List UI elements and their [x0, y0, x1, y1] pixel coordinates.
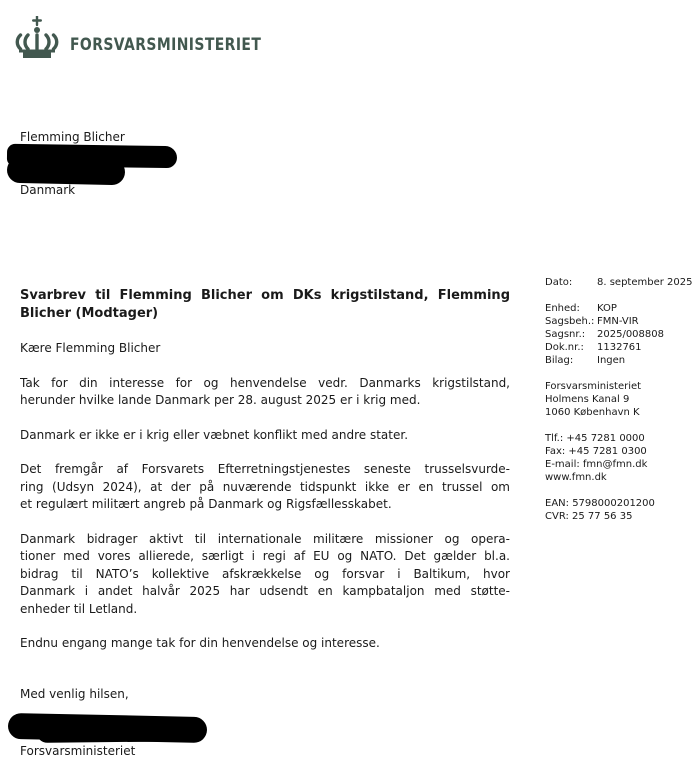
metadata-row [545, 276, 693, 289]
registry-line: EAN: 5798000201200 [545, 498, 655, 509]
crown-icon [15, 16, 59, 58]
sender-address-block [545, 380, 693, 419]
salutation: Kære Flemming Blicher [20, 341, 161, 355]
metadata-value: FMN-VIR [597, 316, 639, 327]
metadata-label: Sagsnr.: [545, 329, 586, 340]
metadata-row [545, 315, 693, 328]
paragraph-line: ring (Udsyn 2024), at der på nuværende tidspunkt ikke er en trussel om [20, 479, 510, 494]
address-line: 1060 København K [545, 407, 640, 418]
paragraph-line: Danmark bidrager aktivt til internationale militære missioner og opera- [20, 531, 510, 546]
metadata-row [545, 302, 693, 315]
metadata-value: 1132761 [597, 342, 642, 353]
metadata-value: 2025/008808 [597, 329, 664, 340]
document-metadata-sidebar [545, 276, 693, 536]
paragraph-line: herunder hvilke lande Danmark per 28. august 2025 er i krig med. [20, 393, 421, 407]
address-line: Holmens Kanal 9 [545, 394, 630, 405]
paragraph-line: Det fremgår af Forsvarets Efterretningstjenestes seneste trusselsvurde- [20, 462, 510, 476]
metadata-group [545, 276, 693, 289]
metadata-row [545, 354, 693, 367]
signature-redaction-block [36, 718, 206, 743]
paragraph-line: Danmark er ikke er i krig eller væbnet konflikt med andre stater. [20, 427, 409, 442]
contact-line: Tlf.: +45 7281 0000 [545, 433, 645, 444]
paragraph [20, 635, 510, 653]
letter-content [20, 287, 510, 703]
paragraph-line: bidrag til NATO’s kollektive afskrækkelse og forsvar i Baltikum, hvor [20, 566, 510, 581]
metadata-label: Sagsbeh.: [545, 316, 595, 327]
metadata-label: Dato: [545, 277, 573, 288]
address-redaction-block [7, 157, 126, 185]
paragraph [20, 375, 510, 410]
metadata-value: KOP [597, 303, 617, 314]
metadata-label: Enhed: [545, 303, 580, 314]
metadata-label: Dok.nr.: [545, 342, 584, 353]
recipient-country: Danmark [20, 183, 76, 197]
contact-line: Fax: +45 7281 0300 [545, 446, 647, 457]
paragraph-line: Endnu engang mange tak for din henvendelse og interesse. [20, 636, 380, 650]
metadata-group [545, 302, 693, 367]
paragraph-line: enheder til Letland. [20, 601, 138, 616]
paragraph [20, 461, 510, 514]
paragraph-line: tioner med vores allierede, særligt i regi af EU og NATO. Det gælder bl.a. [20, 549, 510, 563]
metadata-value: Ingen [597, 355, 626, 366]
address-line: Forsvarsministeriet [545, 381, 642, 392]
metadata-row [545, 328, 693, 341]
metadata-row [545, 341, 693, 354]
paragraph [20, 531, 510, 619]
letter-title-line: Blicher (Modtager) [20, 306, 159, 321]
contact-line: www.fmn.dk [545, 472, 607, 483]
letter-title-line: Svarbrev til Flemming Blicher om DKs krigstilstand, Flemming [20, 288, 510, 303]
metadata-label: Bilag: [545, 355, 574, 366]
letter-body [20, 375, 510, 653]
paragraph-line: Danmark i andet halvår 2025 har udsendt en kampbataljon med støtte- [20, 584, 510, 598]
ministry-wordmark: FORSVARSMINISTERIET [70, 35, 262, 55]
registry-line: CVR: 25 77 56 35 [545, 511, 633, 522]
paragraph-line: Tak for din interesse for og henvendelse vedr. Danmarks krigstilstand, [20, 375, 510, 390]
metadata-rows [545, 276, 693, 367]
signature-organization: Forsvarsministeriet [20, 744, 136, 758]
contact-line: E-mail: fmn@fmn.dk [545, 459, 648, 470]
closing-line: Med venlig hilsen, [20, 686, 129, 701]
metadata-value: 8. september 2025 [597, 277, 693, 288]
paragraph [20, 427, 510, 445]
recipient-name: Flemming Blicher [20, 130, 125, 144]
paragraph-line: et regulært militært angreb på Danmark og Rigsfællesskabet. [20, 497, 392, 511]
letter-title [20, 287, 510, 323]
registry-block [545, 497, 693, 523]
contact-block [545, 432, 693, 484]
